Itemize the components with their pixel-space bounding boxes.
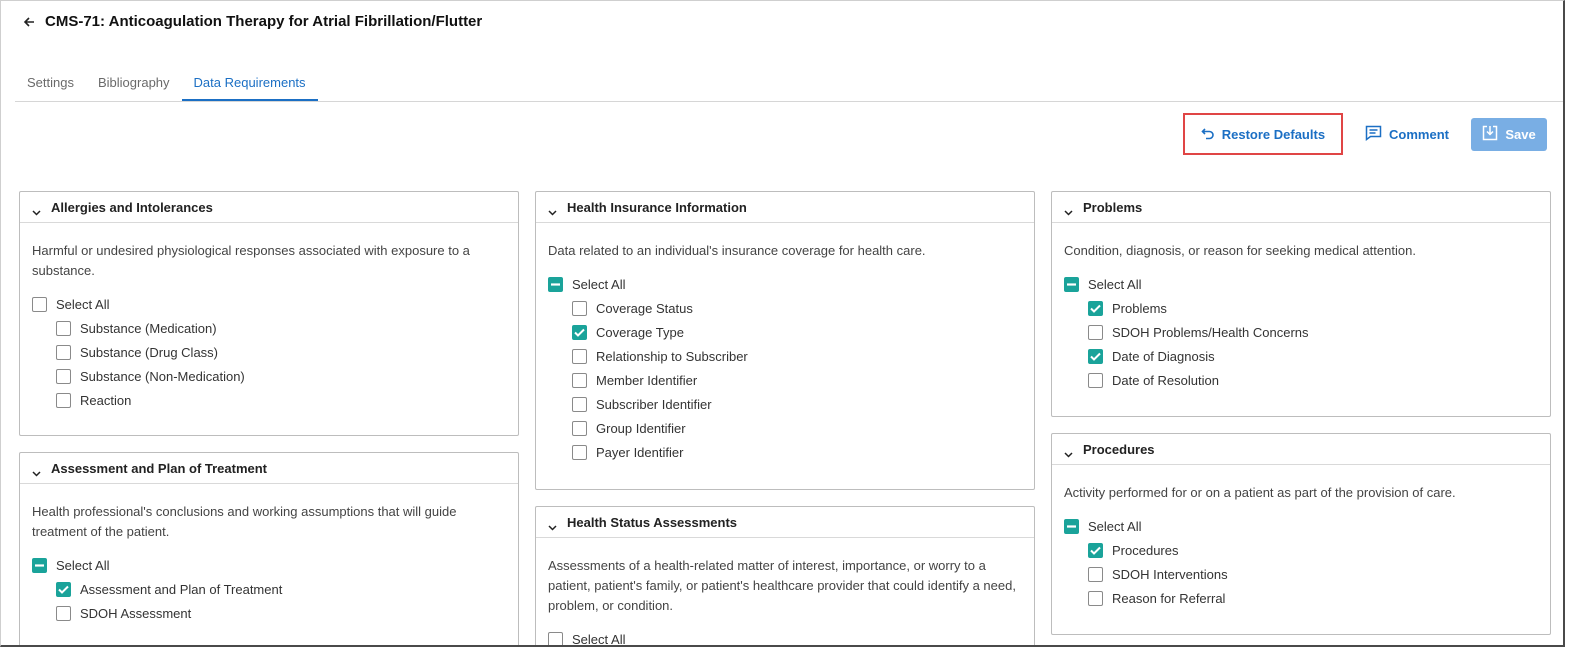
tab-settings[interactable]: Settings [27, 75, 74, 90]
field-checkbox[interactable] [548, 320, 1022, 344]
field-checkbox[interactable] [548, 296, 1022, 320]
panel-header[interactable] [536, 192, 1034, 223]
field-label: Group Identifier [596, 420, 686, 436]
select-all-checkbox[interactable] [32, 292, 506, 316]
field-label: SDOH Interventions [1112, 566, 1228, 582]
field-label: Member Identifier [596, 372, 698, 388]
title-row [23, 10, 482, 32]
field-label: Substance (Non-Medication) [80, 368, 245, 384]
field-checkbox[interactable] [32, 601, 506, 625]
comment-button[interactable] [1357, 117, 1457, 151]
tab-bibliography[interactable]: Bibliography [97, 75, 170, 90]
field-label: Payer Identifier [596, 444, 684, 460]
field-label: Assessment and Plan of Treatment [80, 581, 283, 597]
checkbox[interactable] [56, 582, 71, 597]
panel-title: Allergies and Intolerances [51, 199, 213, 215]
chevron-down-icon [32, 204, 41, 210]
chevron-down-icon [548, 204, 557, 210]
chevron-down-icon [1064, 446, 1073, 452]
panel-title: Health Status Assessments [567, 514, 738, 530]
field-checkbox[interactable] [32, 388, 506, 412]
select-all-label: Select All [572, 631, 626, 647]
chevron-down-icon [32, 465, 41, 471]
checkbox[interactable] [32, 558, 47, 573]
chevron-down-icon [1064, 204, 1073, 210]
page-title: CMS-71: Anticoagulation Therapy for Atrial Fibrillation/Flutter [45, 12, 483, 30]
field-label: Coverage Type [596, 324, 684, 340]
checkbox[interactable] [572, 325, 587, 340]
field-checkbox[interactable] [32, 364, 506, 388]
field-checkbox[interactable] [1064, 368, 1538, 392]
panel-title: Health Insurance Information [567, 199, 747, 215]
field-label: SDOH Problems/Health Concerns [1112, 324, 1309, 340]
field-checkbox[interactable] [548, 392, 1022, 416]
checkbox[interactable] [1088, 301, 1103, 316]
field-checkbox[interactable] [1064, 320, 1538, 344]
checkbox[interactable] [1088, 325, 1103, 340]
checkbox[interactable] [548, 277, 563, 292]
panel-header[interactable] [20, 453, 518, 484]
panel-body [1052, 223, 1550, 392]
field-checkbox[interactable] [548, 416, 1022, 440]
tab-data-requirements[interactable]: Data Requirements [182, 69, 318, 101]
checkbox[interactable] [56, 606, 71, 621]
toolbar [1183, 113, 1547, 155]
save-label: Save [1505, 126, 1536, 142]
select-all-checkbox[interactable] [1064, 514, 1538, 538]
checkbox[interactable] [572, 373, 587, 388]
field-checkbox[interactable] [32, 577, 506, 601]
field-checkbox[interactable] [548, 440, 1022, 464]
panel-header[interactable] [536, 507, 1034, 538]
select-all-label: Select All [56, 296, 110, 312]
field-label: Substance (Drug Class) [80, 344, 218, 360]
checkbox[interactable] [1088, 591, 1103, 606]
panel-description: Data related to an individual's insurance coverage for health care. [548, 243, 926, 258]
checkbox[interactable] [572, 397, 587, 412]
field-label: Problems [1112, 300, 1167, 316]
checkbox[interactable] [1064, 519, 1079, 534]
checkbox[interactable] [56, 321, 71, 336]
restore-defaults-button[interactable] [1197, 117, 1329, 151]
field-label: SDOH Assessment [80, 605, 192, 621]
tab-bar [15, 69, 1563, 102]
checkbox[interactable] [572, 349, 587, 364]
field-label: Substance (Medication) [80, 320, 217, 336]
select-all-checkbox[interactable] [1064, 272, 1538, 296]
checkbox[interactable] [1088, 567, 1103, 582]
field-label: Procedures [1112, 542, 1179, 558]
checkbox[interactable] [572, 301, 587, 316]
undo-icon [1201, 126, 1215, 143]
checkbox[interactable] [572, 445, 587, 460]
save-icon [1482, 125, 1498, 144]
field-checkbox[interactable] [1064, 538, 1538, 562]
panel-procedures [1051, 433, 1551, 635]
field-checkbox[interactable] [548, 344, 1022, 368]
panel-body [536, 223, 1034, 464]
field-label: Date of Diagnosis [1112, 348, 1215, 364]
panel-allergies [19, 191, 519, 436]
panel-description: Assessments of a health-related matter of interest, importance, or worry to a patient, patient's family, or patient's healthcare provider that could identify a need, problem, or condition. [548, 558, 1016, 613]
save-button[interactable] [1471, 118, 1547, 151]
field-checkbox[interactable] [32, 340, 506, 364]
panel-title: Procedures [1083, 441, 1155, 457]
field-label: Relationship to Subscriber [596, 348, 748, 364]
checkbox[interactable] [1088, 373, 1103, 388]
field-label: Reason for Referral [1112, 590, 1226, 606]
select-all-label: Select All [1088, 518, 1142, 534]
comment-icon [1365, 125, 1382, 144]
select-all-checkbox[interactable] [548, 627, 1022, 647]
panel-body [20, 223, 518, 412]
panel-body [536, 538, 1034, 647]
checkbox[interactable] [1088, 543, 1103, 558]
field-label: Date of Resolution [1112, 372, 1219, 388]
field-checkbox[interactable] [1064, 344, 1538, 368]
field-label: Coverage Status [596, 300, 693, 316]
panel-header[interactable] [1052, 434, 1550, 465]
field-checkbox[interactable] [1064, 586, 1538, 610]
checkbox[interactable] [572, 421, 587, 436]
restore-defaults-label: Restore Defaults [1221, 126, 1326, 142]
checkbox[interactable] [1088, 349, 1103, 364]
select-all-checkbox[interactable] [32, 553, 506, 577]
panel-header[interactable] [1052, 192, 1550, 223]
panel-description: Condition, diagnosis, or reason for seeking medical attention. [1064, 243, 1416, 258]
select-all-label: Select All [572, 276, 626, 292]
field-checkbox[interactable] [548, 368, 1022, 392]
comment-label: Comment [1389, 126, 1449, 142]
select-all-label: Select All [56, 557, 110, 573]
panel-body [20, 484, 518, 625]
chevron-down-icon [548, 519, 557, 525]
panel-title: Assessment and Plan of Treatment [51, 460, 268, 476]
field-checkbox[interactable] [1064, 562, 1538, 586]
checkbox[interactable] [56, 393, 71, 408]
panel-problems [1051, 191, 1551, 417]
panel-body [1052, 465, 1550, 610]
checkbox[interactable] [32, 297, 47, 312]
panel-title: Problems [1083, 199, 1143, 215]
panel-description: Activity performed for or on a patient as part of the provision of care. [1064, 485, 1456, 500]
checkbox[interactable] [548, 632, 563, 647]
panel-description: Health professional's conclusions and working assumptions that will guide treatment of the patient. [32, 504, 457, 539]
restore-highlight [1183, 113, 1343, 155]
field-label: Reaction [80, 392, 132, 408]
field-label: Subscriber Identifier [596, 396, 712, 412]
panel-assessment [19, 452, 519, 647]
checkbox[interactable] [56, 369, 71, 384]
select-all-label: Select All [1088, 276, 1142, 292]
field-checkbox[interactable] [32, 316, 506, 340]
panel-insurance [535, 191, 1035, 490]
checkbox[interactable] [1064, 277, 1079, 292]
back-arrow-icon[interactable] [23, 15, 35, 27]
panel-header[interactable] [20, 192, 518, 223]
field-checkbox[interactable] [1064, 296, 1538, 320]
select-all-checkbox[interactable] [548, 272, 1022, 296]
checkbox[interactable] [56, 345, 71, 360]
panel-status [535, 506, 1035, 647]
panel-description: Harmful or undesired physiological responses associated with exposure to a substance. [32, 243, 470, 278]
